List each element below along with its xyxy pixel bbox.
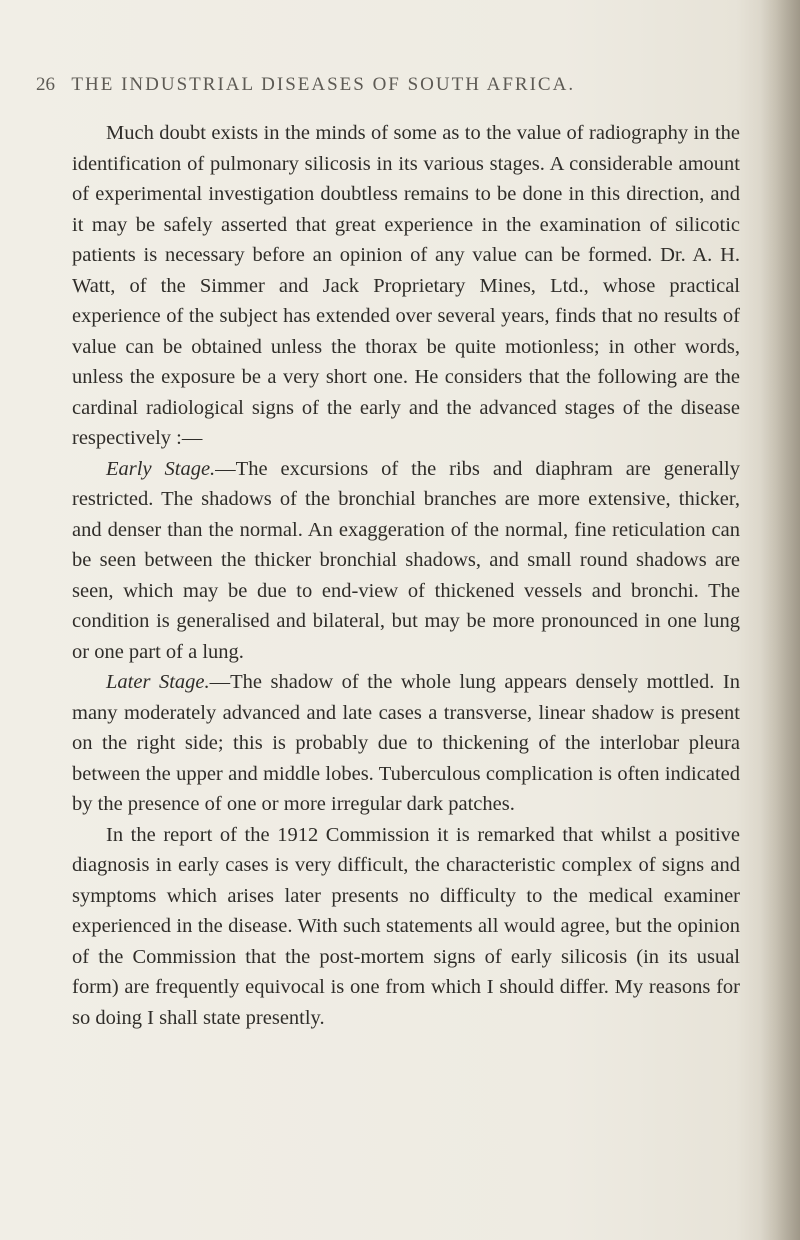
page-number: 26 <box>36 74 55 95</box>
later-stage-label: Later Stage. <box>106 671 210 693</box>
early-stage-label: Early Stage. <box>106 457 216 480</box>
later-stage-text: —The shadow of the whole lung appears densely mottled. In many moderately advanced and late cases a transverse, linear shadow is present on the right side; this is probably due to thickening of the interlobar pleura between the upper and middle lobes. Tuberculous complication is often indicated by the presence of one or more irregular dark patches. <box>72 671 741 815</box>
early-stage-text: —The excursions of the ribs and diaphram are generally restricted. The shadows of the bronchial branches are more extensive, thicker, and denser than the normal. An exaggeration of the normal, fine reticulation can be seen between the thicker bronchial shadows, and small round shadows are seen, which may be due to end-view of thickened vessels and bronchi. The condition is generalised and bilateral, but may be more pronounced in one lung or one part of a lung. <box>72 457 740 663</box>
running-title: THE INDUSTRIAL DISEASES OF SOUTH AFRICA. <box>71 74 576 95</box>
paragraph-intro-text: Much doubt exists in the minds of some as to the value of radiography in the identification of pulmonary silicosis in its various stages. A considerable amount of experimental investigation doubtless remains to be done in this direction, and it may be safely asserted that great experience in the examination of silicotic patients is necessary before an opinion of any value can be formed. Dr. A. H. Watt, of the Simmer and Jack Proprietary Mines, Ltd., whose practical experience of the subject has extended over several years, finds that no results of value can be obtained unless the thorax be quite motionless; in other words, unless the exposure be a very short one. He considers that the following are the cardinal radiological signs of the early and the advanced stages of the disease respectively :— <box>72 122 740 449</box>
paragraph-commission <box>72 820 740 1034</box>
body-text <box>72 118 740 1033</box>
paragraph-intro <box>72 118 740 454</box>
paragraph-early-stage <box>72 454 740 668</box>
paragraph-commission-text: In the report of the 1912 Commission it is remarked that whilst a positive diagnosis in early cases is very difficult, the characteristic complex of signs and symptoms which arises later presents no difficulty to the medical examiner experienced in the disease. With such statements all would agree, but the opinion of the Commission that the post-mortem signs of early silicosis (in its usual form) are frequently equivocal is one from which I should differ. My reasons for so doing I shall state presently. <box>72 823 740 1029</box>
page-binding-shadow <box>760 0 800 1240</box>
running-header <box>36 74 736 96</box>
paragraph-later-stage <box>72 667 740 820</box>
